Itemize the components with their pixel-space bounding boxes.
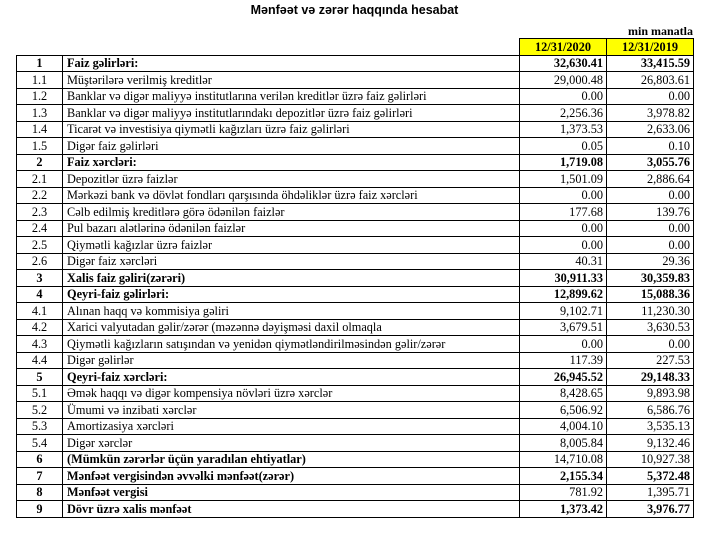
row-number: 2.3 [17, 204, 63, 221]
row-label: Mənfəət vergisindən əvvəlki mənfəət(zərər) [63, 468, 520, 485]
row-number: 1 [17, 55, 63, 72]
table-row [17, 88, 694, 105]
row-label: Əmək haqqı və digər kompensiya növləri üzrə xərclər [63, 385, 520, 402]
row-label: Mərkəzi bank və dövlət fondları qarşısında öhdəliklər üzrə faiz xərcləri [63, 187, 520, 204]
table-row [17, 154, 694, 171]
table-row [17, 484, 694, 501]
value-2019: 30,359.83 [607, 270, 694, 287]
value-2019: 227.53 [607, 352, 694, 369]
table-row [17, 121, 694, 138]
table-row [17, 402, 694, 419]
value-2020: 30,911.33 [520, 270, 607, 287]
row-label: Xarici valyutadan gəlir/zərər (məzənnə dəyişməsi daxil olmaqla [63, 319, 520, 336]
table-row [17, 270, 694, 287]
row-label: Digər gəlirlər [63, 352, 520, 369]
value-2020: 26,945.52 [520, 369, 607, 386]
value-2019: 0.00 [607, 220, 694, 237]
value-2020: 781.92 [520, 484, 607, 501]
row-number: 4.3 [17, 336, 63, 353]
value-2019: 3,976.77 [607, 501, 694, 518]
value-2019: 11,230.30 [607, 303, 694, 320]
value-2019: 26,803.61 [607, 72, 694, 89]
value-2019: 29.36 [607, 253, 694, 270]
row-label: Qiymətli kağızlar üzrə faizlər [63, 237, 520, 254]
table-row [17, 187, 694, 204]
value-2020: 8,428.65 [520, 385, 607, 402]
value-2019: 0.00 [607, 237, 694, 254]
row-label: Faiz xərcləri: [63, 154, 520, 171]
table-row [17, 171, 694, 188]
table-row [17, 418, 694, 435]
row-number: 3 [17, 270, 63, 287]
value-2019: 6,586.76 [607, 402, 694, 419]
report-title: Mənfəət və zərər haqqında hesabat [250, 3, 459, 17]
value-2019: 33,415.59 [607, 55, 694, 72]
value-2019: 9,132.46 [607, 435, 694, 452]
table-row [17, 451, 694, 468]
value-2020: 40.31 [520, 253, 607, 270]
header-blank-label [63, 39, 520, 56]
row-number: 4.1 [17, 303, 63, 320]
table-row [17, 237, 694, 254]
row-number: 5 [17, 369, 63, 386]
row-number: 7 [17, 468, 63, 485]
value-2020: 8,005.84 [520, 435, 607, 452]
column-header-2019: 12/31/2019 [607, 39, 694, 56]
value-2019: 3,978.82 [607, 105, 694, 122]
value-2020: 1,719.08 [520, 154, 607, 171]
value-2019: 10,927.38 [607, 451, 694, 468]
row-number: 2 [17, 154, 63, 171]
row-number: 5.1 [17, 385, 63, 402]
row-label: Qeyri-faiz gəlirləri: [63, 286, 520, 303]
value-2020: 0.05 [520, 138, 607, 155]
table-row [17, 352, 694, 369]
value-2020: 0.00 [520, 220, 607, 237]
value-2020: 1,501.09 [520, 171, 607, 188]
row-label: Müştərilərə verilmiş kreditlər [63, 72, 520, 89]
row-number: 5.4 [17, 435, 63, 452]
row-number: 1.2 [17, 88, 63, 105]
value-2020: 14,710.08 [520, 451, 607, 468]
row-number: 1.4 [17, 121, 63, 138]
value-2020: 12,899.62 [520, 286, 607, 303]
row-label: Depozitlər üzrə faizlər [63, 171, 520, 188]
income-statement-table [16, 38, 694, 518]
header-row [17, 39, 694, 56]
row-label: Xalis faiz gəliri(zərəri) [63, 270, 520, 287]
row-number: 8 [17, 484, 63, 501]
value-2019: 15,088.36 [607, 286, 694, 303]
value-2020: 3,679.51 [520, 319, 607, 336]
table-row [17, 501, 694, 518]
row-number: 1.5 [17, 138, 63, 155]
value-2019: 0.00 [607, 336, 694, 353]
row-number: 2.5 [17, 237, 63, 254]
value-2019: 3,630.53 [607, 319, 694, 336]
value-2019: 0.00 [607, 88, 694, 105]
row-number: 4 [17, 286, 63, 303]
value-2019: 139.76 [607, 204, 694, 221]
header-blank-num [17, 39, 63, 56]
value-2020: 117.39 [520, 352, 607, 369]
table-row [17, 220, 694, 237]
value-2019: 0.00 [607, 187, 694, 204]
table-row [17, 468, 694, 485]
value-2020: 2,256.36 [520, 105, 607, 122]
row-label: Digər faiz gəlirləri [63, 138, 520, 155]
value-2020: 32,630.41 [520, 55, 607, 72]
row-label: Qeyri-faiz xərcləri: [63, 369, 520, 386]
table-row [17, 138, 694, 155]
row-number: 4.4 [17, 352, 63, 369]
table-row [17, 286, 694, 303]
value-2019: 9,893.98 [607, 385, 694, 402]
value-2019: 3,055.76 [607, 154, 694, 171]
value-2020: 0.00 [520, 187, 607, 204]
row-label: Banklar və digər maliyyə institutlarına verilən kreditlər üzrə faiz gəlirləri [63, 88, 520, 105]
value-2020: 1,373.42 [520, 501, 607, 518]
row-label: Digər faiz xərcləri [63, 253, 520, 270]
value-2020: 0.00 [520, 237, 607, 254]
value-2020: 9,102.71 [520, 303, 607, 320]
row-label: Cəlb edilmiş kreditlərə görə ödənilən faizlər [63, 204, 520, 221]
value-2019: 3,535.13 [607, 418, 694, 435]
value-2020: 2,155.34 [520, 468, 607, 485]
row-label: (Mümkün zərərlər üçün yaradılan ehtiyatlar) [63, 451, 520, 468]
value-2020: 0.00 [520, 88, 607, 105]
value-2019: 5,372.48 [607, 468, 694, 485]
row-label: Dövr üzrə xalis mənfəət [63, 501, 520, 518]
table-row [17, 369, 694, 386]
table-row [17, 303, 694, 320]
row-number: 4.2 [17, 319, 63, 336]
row-label: Ticarət və investisiya qiymətli kağızları üzrə faiz gəlirləri [63, 121, 520, 138]
row-label: Alınan haqq və kommisiya gəliri [63, 303, 520, 320]
row-label: Pul bazarı alətlərinə ödənilən faizlər [63, 220, 520, 237]
row-number: 6 [17, 451, 63, 468]
value-2020: 1,373.53 [520, 121, 607, 138]
row-number: 2.2 [17, 187, 63, 204]
table-row [17, 204, 694, 221]
row-label: Amortizasiya xərcləri [63, 418, 520, 435]
row-number: 5.2 [17, 402, 63, 419]
row-number: 2.6 [17, 253, 63, 270]
value-2019: 2,633.06 [607, 121, 694, 138]
table-row [17, 72, 694, 89]
value-2020: 4,004.10 [520, 418, 607, 435]
value-2019: 29,148.33 [607, 369, 694, 386]
row-number: 2.1 [17, 171, 63, 188]
row-number: 1.1 [17, 72, 63, 89]
value-2020: 6,506.92 [520, 402, 607, 419]
column-header-2020: 12/31/2020 [520, 39, 607, 56]
table-row [17, 55, 694, 72]
value-2020: 29,000.48 [520, 72, 607, 89]
table-row [17, 253, 694, 270]
row-label: Ümumi və inzibati xərclər [63, 402, 520, 419]
table-row [17, 435, 694, 452]
table-row [17, 105, 694, 122]
value-2019: 2,886.64 [607, 171, 694, 188]
row-label: Faiz gəlirləri: [63, 55, 520, 72]
table-row [17, 385, 694, 402]
table-row [17, 319, 694, 336]
row-label: Banklar və digər maliyyə institutlarındakı depozitlər üzrə faiz gəlirləri [63, 105, 520, 122]
value-2020: 177.68 [520, 204, 607, 221]
value-2020: 0.00 [520, 336, 607, 353]
row-number: 5.3 [17, 418, 63, 435]
row-number: 1.3 [17, 105, 63, 122]
value-2019: 1,395.71 [607, 484, 694, 501]
row-label: Qiymətli kağızların satışından və yenidən qiymətləndirilməsindən gəlir/zərər [63, 336, 520, 353]
row-label: Digər xərclər [63, 435, 520, 452]
row-number: 9 [17, 501, 63, 518]
value-2019: 0.10 [607, 138, 694, 155]
table-row [17, 336, 694, 353]
row-label: Mənfəət vergisi [63, 484, 520, 501]
unit-label: min manatla [627, 24, 693, 38]
row-number: 2.4 [17, 220, 63, 237]
